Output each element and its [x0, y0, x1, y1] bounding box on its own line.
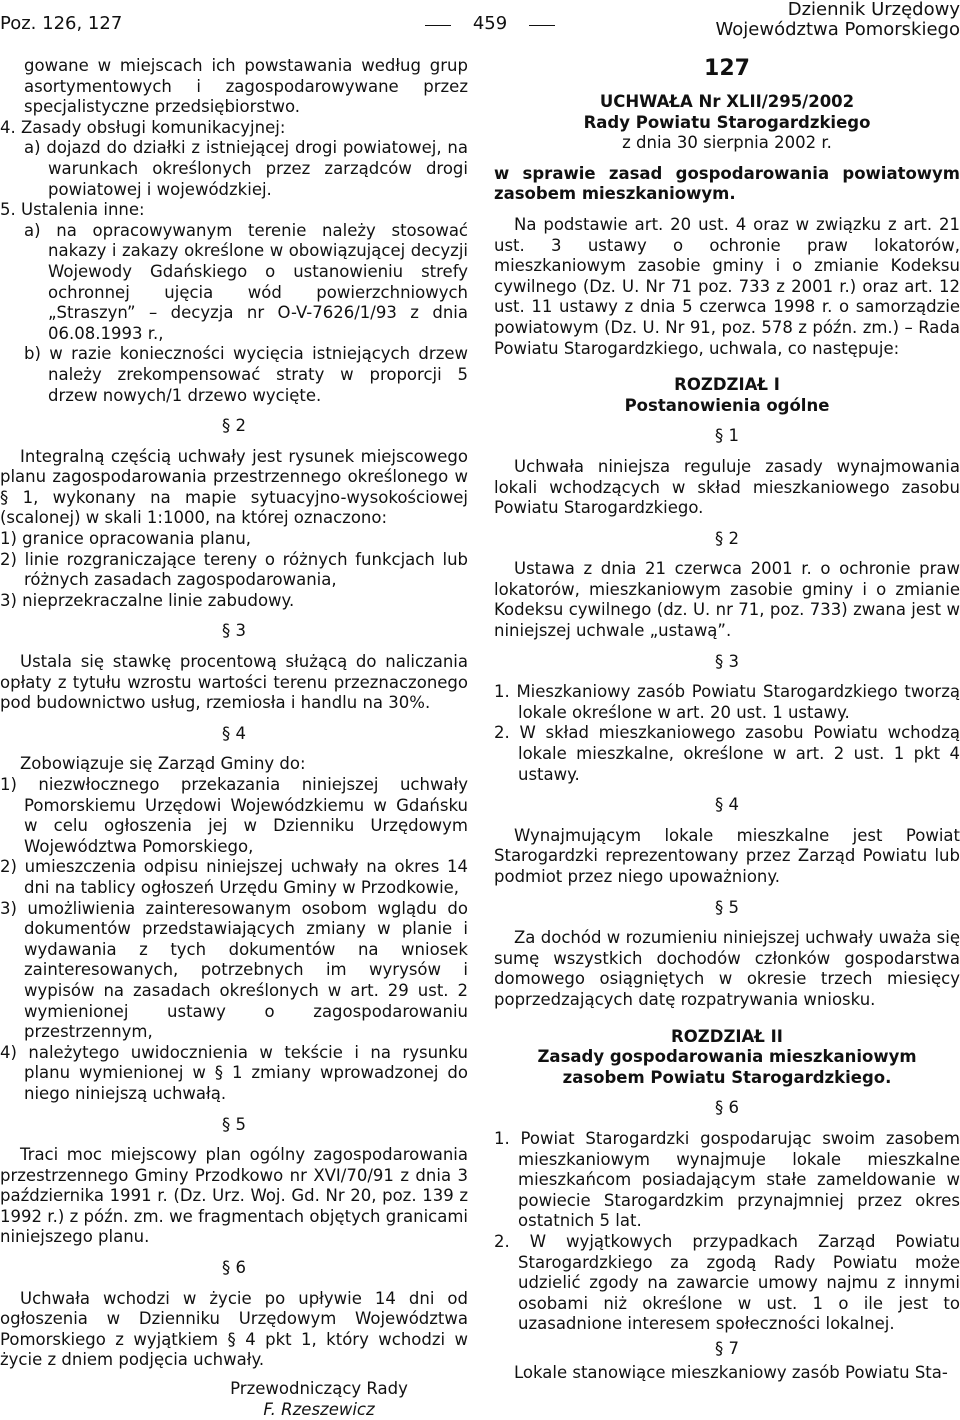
section-4-item-1: 1) niezwłocznego przekazania niniejszej uchwały Pomorskiemu Urzędowi Wojewódzkiemu w Gdańsku w celu ogłoszenia jej w Dzienniku Urzędowym Województwa Pomorskiego, [0, 775, 468, 856]
section-2-heading: § 2 [222, 416, 246, 436]
chapter-1-title: Postanowienia ogólne [624, 395, 830, 415]
section-2-item-2: 2) linie rozgraniczające tereny o różnych funkcjach lub różnych zasadach zagospodarowania, [0, 549, 468, 590]
r-section-2-text: Ustawa z dnia 21 czerwca 2001 r. o ochronie praw lokatorów, mieszkaniowym zasobie gminy i o zmianie Kodeksu cywilnego (dz. U. nr 71, poz. 733) zwana jest w niniejszej uchwale „ustawą”. [494, 559, 960, 641]
right-column [494, 56, 960, 1384]
r-section-6-heading: § 6 [715, 1098, 739, 1118]
chapter-2-title: Zasady gospodarowania mieszkaniowym zasobem Powiatu Starogardzkiego. [537, 1047, 917, 1087]
section-6-text: Uchwała wchodzi w życie po upływie 14 dni od ogłoszenia w Dzienniku Urzędowym Województwa Pomorskiego z wyjątkiem § 4 pkt 1, który wchodzi w życie z dniem podjęcia uchwały. [0, 1288, 468, 1370]
r-section-1-text: Uchwała niniejsza reguluje zasady wynajmowania lokali wchodzących w skład mieszkaniowego zasobu Powiatu Starogardzkiego. [494, 456, 960, 518]
resolution-date: z dnia 30 sierpnia 2002 r. [622, 133, 832, 153]
legal-basis: Na podstawie art. 20 ust. 4 oraz w związku z art. 21 ust. 3 ustawy o ochronie praw lokatorów, mieszkaniowym zasobie gminy i o zmianie Kodeksu cywilnego (Dz. U. Nr 71 poz. 733 z 2001 r.) oraz art. 12 ust. 11 ustawy z dnia 5 czerwca 1998 r. o samorządzie powiatowym (Dz. U. Nr 91, poz. 578 z późn. zm.) – Rada Powiatu Starogardzkiego, uchwala, co następuje: [494, 214, 960, 358]
section-4-text: Zobowiązuje się Zarząd Gminy do: [20, 754, 306, 774]
item-5: 5. Ustalenia inne: [0, 200, 145, 220]
page-header [0, 0, 960, 42]
resolution-council: Rady Powiatu Starogardzkiego [583, 112, 871, 132]
r-section-7-text: Lokale stanowiące mieszkaniowy zasób Powiatu Sta- [514, 1363, 948, 1383]
section-5-text: Traci moc miejscowy plan ogólny zagospodarowania przestrzennego Gminy Przodkowo nr XVI/70/91 z dnia 3 października 1991 r. (Dz. Urz. Woj. Gd. Nr 20, poz. 139 z 1992 r.) z późn. zm. we fragmentach objętych granicami niniejszego planu. [0, 1145, 468, 1247]
section-4-item-2: 2) umieszczenia odpisu niniejszej uchwały na okres 14 dni na tablicy ogłoszeń Urzędu Gminy w Przodkowie, [0, 857, 468, 897]
chapter-1-heading: ROZDZIAŁ I [674, 375, 780, 395]
r-section-2-heading: § 2 [715, 528, 739, 548]
signature-name: F. Rzeszewicz [263, 1399, 375, 1419]
item-5b: b) w razie konieczności wycięcia istniejących drzew należy zrekompensować straty w proporcji 5 drzew nowych/1 drzewo wycięte. [24, 344, 468, 405]
section-3-text: Ustala się stawkę procentową służącą do naliczania opłaty z tytułu wzrostu wartości terenu przeznaczonego pod budownictwo usług, rzemiosła i handlu na 30%. [0, 652, 468, 713]
r-section-4-text: Wynajmującym lokale mieszkalne jest Powiat Starogardzki reprezentowany przez Zarząd Powiatu lub podmiot przez niego upoważniony. [494, 825, 960, 886]
r-section-1-heading: § 1 [715, 426, 739, 446]
resolution-subject: w sprawie zasad gospodarowania powiatowym zasobem mieszkaniowym. [494, 163, 960, 204]
r-section-5-text: Za dochód w rozumieniu niniejszej uchwały uważa się sumę wszystkich dochodów członków gospodarstwa domowego osiągniętych w okresie trzech miesięcy poprzedzających datę rozpatrywania wniosku. [494, 928, 960, 1009]
section-2-item-1: 1) granice opracowania planu, [0, 529, 252, 549]
section-5-heading: § 5 [222, 1114, 246, 1134]
r-section-3-heading: § 3 [715, 651, 739, 671]
section-4-item-4: 4) należytego uwidocznienia w tekście i na rysunku planu wymienionej w § 1 zmiany wprowadzonej do niego niniejszą uchwałą. [0, 1042, 468, 1103]
r-section-6-item-2: 2. W wyjątkowych przypadkach Zarząd Powiatu Starogardzkiego za zgodą Rady Powiatu może udzielić zgody na zawarcie umowy najmu z innymi osobami niż określone w ust. 1 o ile jest to uzasadnione interesem społeczności lokalnej. [494, 1231, 960, 1334]
chapter-2-heading: ROZDZIAŁ II [671, 1026, 783, 1046]
section-2-item-3: 3) nieprzekraczalne linie zabudowy. [0, 590, 295, 610]
journal-title-line1: Dziennik Urzędowy [787, 0, 960, 20]
section-2-text: Integralną częścią uchwały jest rysunek miejscowego planu zagospodarowania przestrzennego określonego w § 1, wykonany na mapie sytuacyjno-wysokościowej (scalonej) w skali 1:1000, na której oznaczono: [0, 446, 468, 528]
section-3-heading: § 3 [222, 621, 246, 641]
section-4-heading: § 4 [222, 723, 246, 743]
r-section-5-heading: § 5 [715, 897, 739, 917]
r-section-6-item-1: 1. Powiat Starogardzki gospodarując swoim zasobem mieszkaniowym wynajmuje lokale mieszkalne mieszkańcom posiadającym stałe zameldowanie w powiecie Starogardzkim przynajmniej przez okres ostatnich 5 lat. [494, 1128, 960, 1231]
section-4-item-3: 3) umożliwienia zainteresowanym osobom wglądu do dokumentów przedstawiających zmiany w planie i wydawania z tych dokumentów na wniosek zainteresowanych, potrzebnych im wyrysów i wypisów na zasadach określonych w art. 29 ust. 2 wymienionej ustawy o zagospodarowaniu przestrzennym, [0, 898, 468, 1042]
r-section-3-item-1: 1. Mieszkaniowy zasób Powiatu Starogardzkiego tworzą lokale określone w art. 20 ust. 1 ustawy. [494, 682, 960, 722]
signature-block [0, 1379, 468, 1420]
section-6-heading: § 6 [222, 1258, 246, 1278]
item-4: 4. Zasady obsługi komunikacyjnej: [0, 117, 286, 137]
left-column [0, 56, 468, 1420]
r-section-7-heading: § 7 [715, 1338, 739, 1358]
r-section-3-item-2: 2. W skład mieszkaniowego zasobu Powiatu wchodzą lokale mieszkalne, określone w art. 2 ust. 1 pkt 4 ustawy. [494, 723, 960, 784]
position-reference: Poz. 126, 127 [0, 13, 123, 34]
r-section-4-heading: § 4 [715, 795, 739, 815]
signature-title: Przewodniczący Rady [230, 1379, 408, 1399]
journal-title [716, 0, 960, 40]
journal-title-line2: Województwa Pomorskiego [715, 19, 960, 40]
item-5a: a) na opracowywanym terenie należy stosować nakazy i zakazy określone w obowiązującej decyzji Wojewody Gdańskiego o ustanowieniu strefy ochronnej ujęcia wód powierzchniowych „Straszyn” – decyzja nr O-V-7626/1/93 z dnia 06.08.1993 r., [24, 220, 468, 343]
page-number: 459 [425, 14, 555, 35]
item-4a: a) dojazd do działki z istniejącej drogi powiatowej, na warunkach określonych przez zarządców drogi powiatowej i wojewódzkiej. [24, 138, 468, 199]
act-number: 127 [704, 56, 750, 81]
continued-text: gowane w miejscach ich powstawania według grup asortymentowych i zagospodarowywane przez specjalistyczne przedsiębiorstwo. [24, 56, 468, 117]
resolution-title: UCHWAŁA Nr XLII/295/2002 [599, 92, 855, 111]
